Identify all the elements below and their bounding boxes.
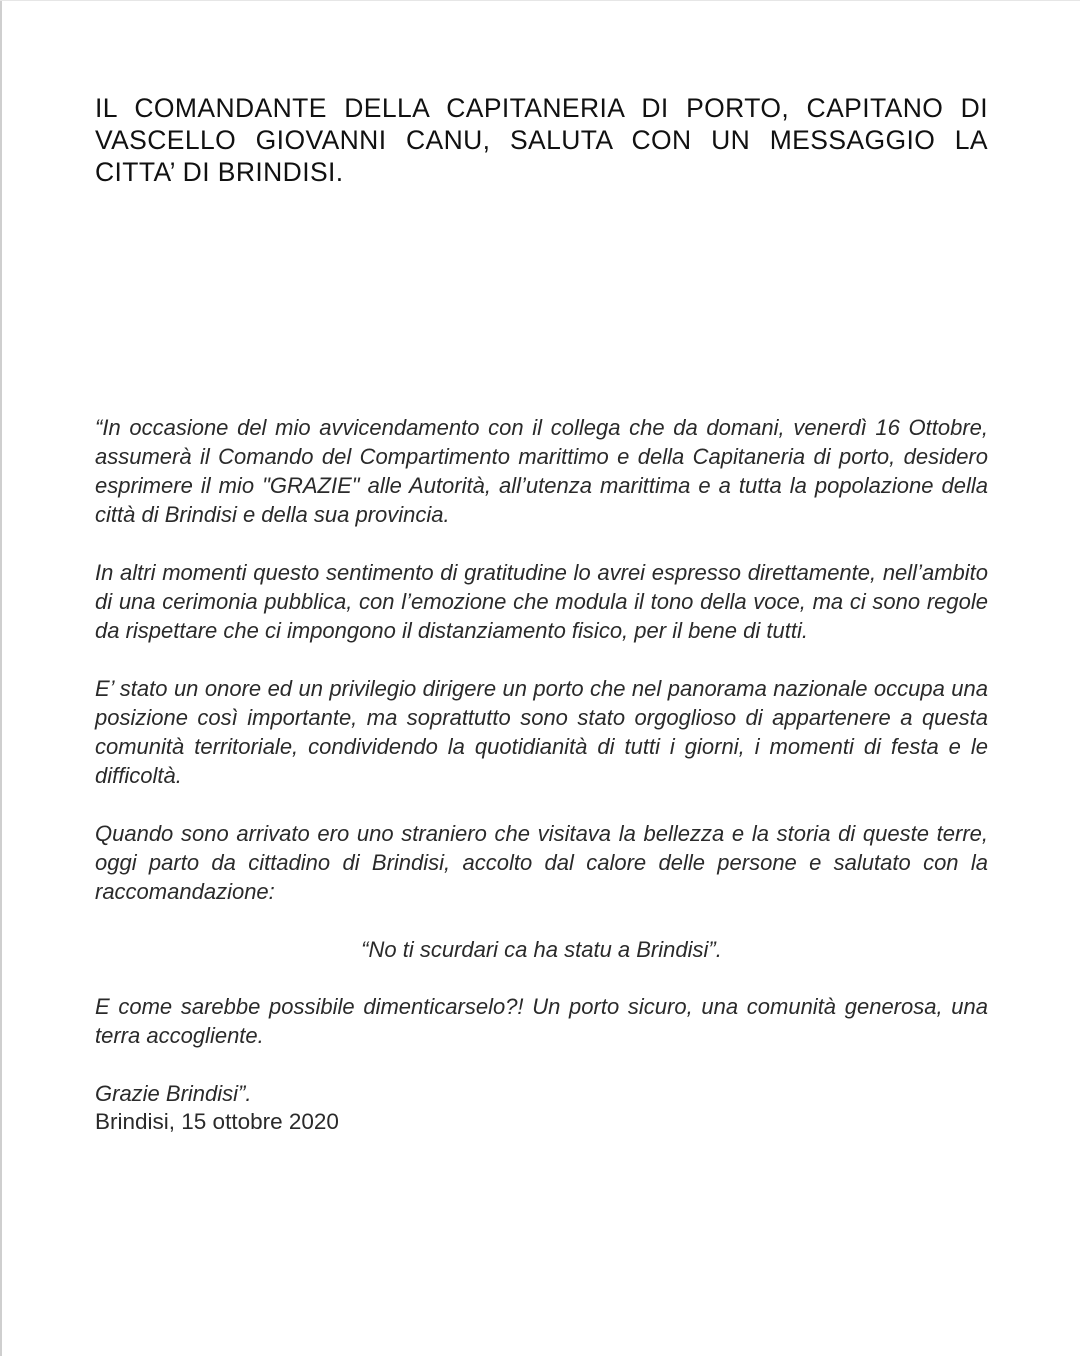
headline: IL COMANDANTE DELLA CAPITANERIA DI PORTO, CAPITANO DI VASCELLO GIOVANNI CANU, SALUTA CON UN MESSAGGIO LA CITTA’ DI BRINDISI.: [95, 93, 988, 187]
message-paragraph-3: E’ stato un onore ed un privilegio dirigere un porto che nel panorama nazionale occupa una posizione così importante, ma soprattutto sono stato orgoglioso di appartenere a questa comunità territoriale, condividendo la quotidianità di tutti i giorni, i momenti di festa e le difficoltà.: [95, 676, 988, 788]
place-date: Brindisi, 15 ottobre 2020: [95, 1109, 339, 1134]
message-paragraph-5: E come sarebbe possibile dimenticarselo?! Un porto sicuro, una comunità generosa, una terra accogliente.: [95, 994, 988, 1048]
message-paragraph-4: Quando sono arrivato ero uno straniero che visitava la bellezza e la storia di queste terre, oggi parto da cittadino di Brindisi, accolto dal calore delle persone e salutato con la raccomandazione:: [95, 821, 988, 904]
message-paragraph-2: In altri momenti questo sentimento di gratitudine lo avrei espresso direttamente, nell’ambito di una cerimonia pubblica, con l’emozione che modula il tono della voce, ma ci sono regole da rispettare che ci impongono il distanziamento fisico, per il bene di tutti.: [95, 560, 988, 643]
message-paragraph-1: “In occasione del mio avvicendamento con il collega che da domani, venerdì 16 Ottobre, assumerà il Comando del Compartimento marittimo e della Capitaneria di porto, desidero esprimere il mio "GRAZIE" alle Autorità, all’utenza marittima e a tutta la popolazione della città di Brindisi e della sua provincia.: [95, 415, 988, 527]
sign-off: Grazie Brindisi”.: [95, 1081, 252, 1106]
message-body: [95, 413, 988, 1108]
dialect-quote: “No ti scurdari ca ha statu a Brindisi”.: [361, 937, 722, 962]
press-release: [95, 92, 988, 1134]
page-left-edge: [0, 0, 2, 1356]
page-top-edge: [0, 0, 1080, 1]
